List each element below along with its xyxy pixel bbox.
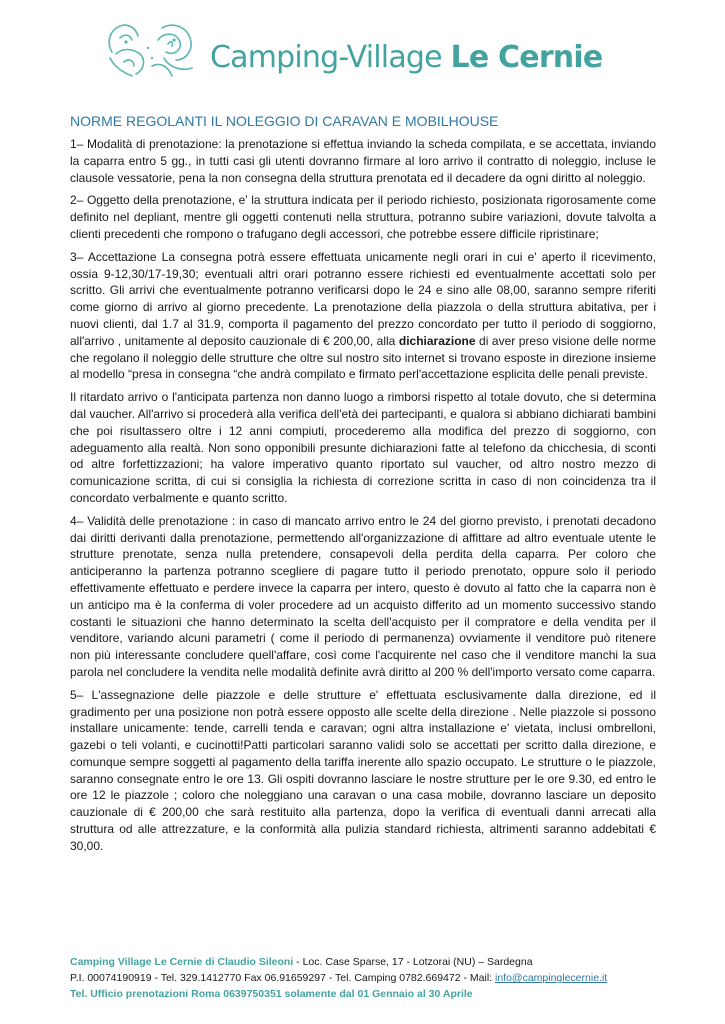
- brand-name-regular: Camping-Village: [210, 40, 451, 75]
- paragraph-validita: 4– Validità delle prenotazione : in caso di mancato arrivo entro le 24 del giorno previsto, i prenotati decadono dai diritti derivanti dalla prenotazione, permettendo all'organizzazione di affittare ad altro eventuale utente le strutture prenotate, senza nulla pretendere, consapevoli della perdita della caparra. Per coloro che anticiperanno la partenza potranno scegliere di pagare tutto il periodo prenotato, oppure solo il periodo effettivamente effettuato e perdere invece la caparra per intero, questo è dovuto al fatto che la caparra non è un anticipo ma è la conferma di voler procedere ad un acquisto differito ad un momento successivo stando costanti le situazioni che hanno determinato la scelta dell'acquisto per il compratore e della vendita per il venditore, variando alcuni parametri ( come il periodo di permanenza) ovviamente il venditore può ritenere non più interessante concludere quell'affare, così come l'acquirente nel caso che il venditore manchi la sua parola nel concludere la vendita nelle modalità definite avrà diritto al 200 % dell'importo versato come caparra.: [70, 513, 656, 679]
- fish-logo-icon: [102, 18, 202, 84]
- dichiarazione-bold: dichiarazione: [398, 333, 476, 348]
- brand-name: [210, 40, 602, 75]
- paragraph-ritardato-arrivo: Il ritardato arrivo o l'anticipata partenza non danno luogo a rimborsi rispetto al totale dovuto, che si determina dal vaucher. All'arrivo si procederà alla verifica dell'età dei partecipanti, e qualora si abbiano dichiarati bambini che poi risultassero oltre i 12 anni compiuti, procederemo alla modifica del prezzo di soggiorno, con adeguamento alla realtà. Non sono opponibili presunte dichiarazioni fatte al telefono da chicchesia, di sconti od altre forfettizzazioni; ha valore imperativo quanto riportato sul vaucher, od altro nostro mezzo di comunicazione scritta, di cui si consiglia la richiesta di correzione scritta in caso di non coincidenza tra il concordato verbalmente e quanto scritto.: [70, 390, 656, 505]
- paragraph-assegnazione: 5– L'assegnazione delle piazzole e delle strutture e' effettuata esclusivamente dalla direzione, ed il gradimento per una posizione non potrà essere opposto alle scelte della direzione . Nelle piazzole si possono installare unicamente: tende, carrelli tenda e caravan; ogni altra installazione e' vietata, inclusi ombrelloni, gazebi o teli volanti, e cucinotti!Patti particolari saranno validi solo se accettati per scritto dalla direzione, e comunque sempre soggetti al pagamento della tariffa inerente allo spazio occupato. Le strutture o le piazzole, saranno consegnate entro le ore 13. Gli ospiti dovranno lasciare le nostre strutture per le ore 9.30, ed entro le ore 12 le piazzole ; coloro che noleggiano una caravan o una casa mobile, dovranno lasciare un deposito cauzionale di € 200,00 che sarà restituito alla partenza, dopo la verifica di eventuali danni arrecati alla struttura od alle attrezzature, e la conformità alla pulizia standard richiesta, altrimenti saranno addebitati € 30,00.: [70, 687, 656, 853]
- footer-email-link[interactable]: info@campinglecernie.it: [494, 972, 608, 984]
- header: [0, 16, 725, 86]
- footer-company-name: Camping Village Le Cernie di Claudio Sileoni: [70, 956, 294, 968]
- document-title: NORME REGOLANTI IL NOLEGGIO DI CARAVAN E MOBILHOUSE: [70, 113, 499, 129]
- paragraph-accettazione-part-b: di aver preso visione delle norme che regolano il noleggio delle strutture che oltre sul nostro sito internet si trovano esposte in direzione insieme al modello “presa in consegna “che andrà compilato e firmato perl'accettazione esplicita delle penali previste.: [70, 333, 656, 382]
- footer-line-booking-office: Tel. Ufficio prenotazioni Roma 0639750351 solamente dal 01 Gennaio al 30 Aprile: [70, 988, 473, 1000]
- document-body: [70, 136, 656, 861]
- paragraph-accettazione-part-a: 3– Accettazione La consegna potrà essere effettuata unicamente negli orari in cui e' aperto il ricevimento, ossia 9-12,30/17-19,30; eventuali altri orari potranno essere richiesti ed eventualmente accettati solo per scritto. Gli arrivi che eventualmente potranno verificarsi dopo le 24 e sino alle 08,00, saranno sempre riferiti come giorno di arrivo al giorno precedente. La prenotazione della piazzola o della struttura abitativa, per i nuovi clienti, dal 1.7 al 31.9, comporta il pagamento del prezzo concordato per tutto il periodo di soggiorno, all'arrivo , unitamente al deposito cauzionale di € 200,00, alla: [70, 249, 656, 348]
- paragraph-oggetto: 2– Oggetto della prenotazione, e' la struttura indicata per il periodo richiesto, posizionata rigorosamente come definito nel depliant, mentre gli oggetti contenuti nella struttura, potranno subire variazioni, dovute talvolta a clienti precedenti che rompono o trafugano degli accessori, che potrebbe essere difficile ripristinare;: [70, 193, 656, 241]
- footer-address: - Loc. Case Sparse, 17 - Lotzorai (NU) – Sardegna: [293, 956, 533, 968]
- footer-line-contacts: [70, 970, 670, 986]
- footer-contacts: P.I. 00074190919 - Tel. 329.1412770 Fax 06.91659297 - Tel. Camping 0782.669472 - Mail:: [70, 972, 495, 984]
- paragraph-accettazione: [70, 249, 656, 383]
- footer-line-address: [70, 954, 670, 970]
- footer: [70, 954, 670, 1002]
- brand-name-bold: Le Cernie: [450, 40, 603, 75]
- paragraph-modalita: 1– Modalità di prenotazione: la prenotazione si effettua inviando la scheda compilata, e se accettata, inviando la caparra entro 5 gg., in tutti casi gli utenti dovranno firmare al loro arrivo il contratto di noleggio, incluse le clausole vessatorie, pena la non consegna della struttura prenotata ed il decadere da ogni diritto al noleggio.: [70, 137, 656, 185]
